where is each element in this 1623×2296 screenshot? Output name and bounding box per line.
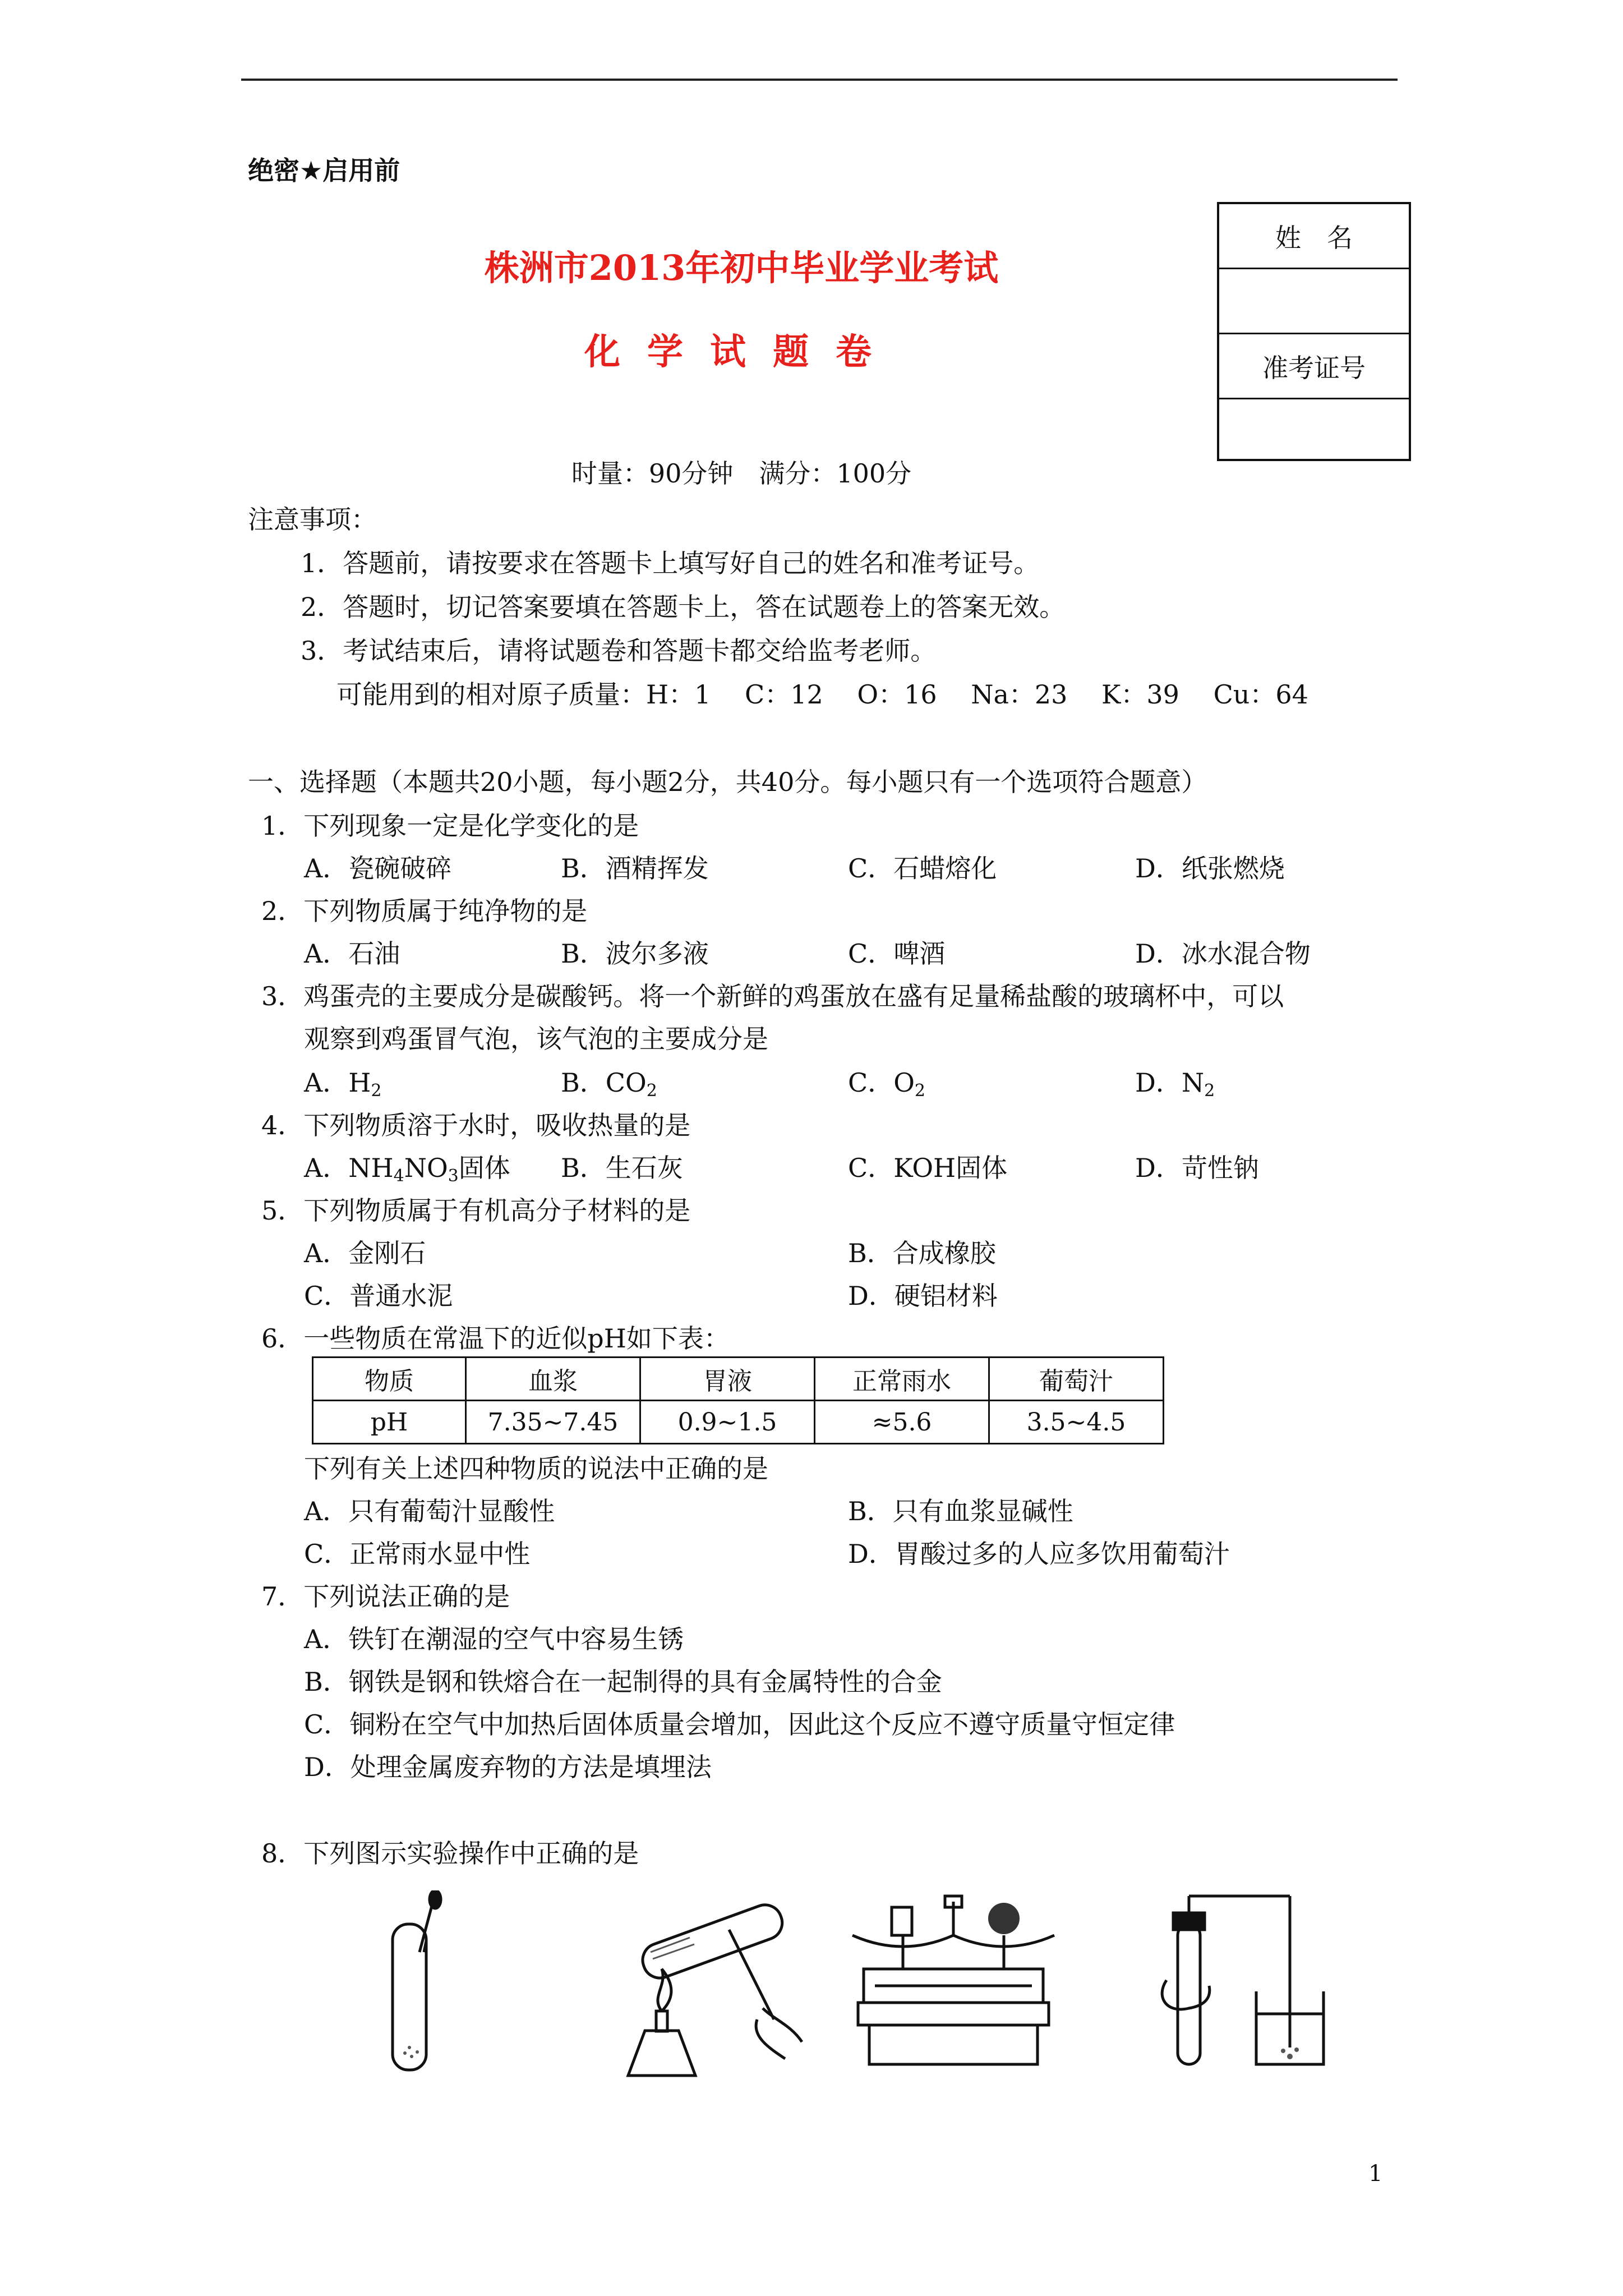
top-rule: [241, 79, 1398, 81]
secret-mark: 绝密★启用前: [248, 155, 400, 186]
question-1-stem: 1．下列现象一定是化学变化的是: [261, 811, 639, 841]
ph-table-cell: 葡萄汁: [989, 1358, 1164, 1401]
ph-table-cell: 正常雨水: [815, 1358, 989, 1401]
question-2-stem: 2．下列物质属于纯净物的是: [261, 896, 588, 926]
question-1-option-a: A．瓷碗破碎: [304, 853, 452, 884]
candidate-id-box: [1217, 202, 1411, 461]
question-2-option-a: A．石油: [304, 938, 400, 969]
atomic-mass-line: 可能用到的相对原子质量：H：1 C：12 O：16 Na：23 K：39 Cu：64: [336, 679, 1308, 710]
question-7-option-c: C．铜粉在空气中加热后固体质量会增加，因此这个反应不遵守质量守恒定律: [304, 1709, 1175, 1740]
ph-table-header-row: [313, 1358, 1164, 1401]
ph-table-cell: 3.5~4.5: [989, 1401, 1164, 1444]
figure-balance-weighing: [841, 1890, 1066, 2070]
ph-table-cell: 胃液: [640, 1358, 815, 1401]
question-1-option-b: B．酒精挥发: [561, 853, 709, 884]
question-3-option-b: B．$CO_2$: [561, 1068, 657, 1101]
figure-airtightness-check: [1155, 1890, 1335, 2076]
question-7-stem: 7．下列说法正确的是: [261, 1581, 510, 1612]
section-heading: 一、选择题（本题共20小题，每小题2分，共40分。每小题只有一个选项符合题意）: [248, 767, 1207, 797]
question-4-option-c: C．KOH固体: [848, 1153, 1008, 1183]
question-5-option-c: C．普通水泥: [304, 1281, 453, 1311]
ph-table-cell: 0.9~1.5: [640, 1401, 815, 1444]
ph-table-cell: ≈5.6: [815, 1401, 989, 1444]
question-5-option-d: D．硬铝材料: [848, 1281, 998, 1311]
question-6-option-d: D．胃酸过多的人应多饮用葡萄汁: [848, 1539, 1230, 1569]
ph-table-value-row: [313, 1401, 1164, 1444]
page-number: 1: [1368, 2161, 1383, 2187]
ph-table-cell: 物质: [313, 1358, 466, 1401]
figure-dropper-in-test-tube: [370, 1890, 460, 2076]
question-5-stem: 5．下列物质属于有机高分子材料的是: [261, 1195, 691, 1226]
name-label: 姓 名: [1219, 204, 1409, 269]
question-8-stem: 8．下列图示实验操作中正确的是: [261, 1838, 639, 1869]
question-3-stem-line-2: 观察到鸡蛋冒气泡，该气泡的主要成分是: [304, 1024, 768, 1054]
question-3-option-a: A．$H_2$: [304, 1068, 382, 1101]
note-item-2: 2．答题时，切记答案要填在答题卡上，答在试题卷上的答案无效。: [301, 592, 1066, 622]
name-field[interactable]: [1219, 269, 1409, 334]
question-4-stem: 4．下列物质溶于水时，吸收热量的是: [261, 1110, 691, 1140]
question-2-option-c: C．啤酒: [848, 938, 946, 969]
question-6-option-c: C．正常雨水显中性: [304, 1539, 531, 1569]
question-6-option-b: B．只有血浆显碱性: [848, 1496, 1073, 1526]
question-4-option-a: A．$NH_4NO_3$固体: [304, 1153, 510, 1186]
question-7-option-b: B．钢铁是钢和铁熔合在一起制得的具有金属特性的合金: [304, 1667, 942, 1697]
question-1-option-c: C．石蜡熔化: [848, 853, 997, 884]
figure-heating-test-tube: [606, 1890, 808, 2081]
question-3-option-d: D．$N_2$: [1135, 1068, 1215, 1101]
question-5-option-b: B．合成橡胶: [848, 1238, 996, 1268]
question-7-option-d: D．处理金属废弃物的方法是填埋法: [304, 1752, 712, 1782]
time-info: 时量：90分钟 满分：100分: [571, 458, 912, 489]
question-4-option-d: D．苛性钠: [1135, 1153, 1259, 1183]
exam-number-label: 准考证号: [1219, 334, 1409, 399]
note-item-3: 3．考试结束后，请将试题卷和答题卡都交给监考老师。: [301, 636, 937, 666]
question-5-option-a: A．金刚石: [304, 1238, 426, 1268]
question-7-option-a: A．铁钉在潮湿的空气中容易生锈: [304, 1624, 684, 1654]
question-3-stem-line-1: 3．鸡蛋壳的主要成分是碳酸钙。将一个新鲜的鸡蛋放在盛有足量稀盐酸的玻璃杯中，可以: [261, 981, 1284, 1011]
question-1-option-d: D．纸张燃烧: [1135, 853, 1285, 884]
exam-subtitle: 化学试题卷: [584, 331, 898, 373]
ph-table-cell: pH: [313, 1401, 466, 1444]
question-2-option-b: B．波尔多液: [561, 938, 709, 969]
question-2-option-d: D．冰水混合物: [1135, 938, 1311, 969]
notes-heading: 注意事项：: [248, 504, 377, 535]
ph-table-cell: 血浆: [466, 1358, 640, 1401]
ph-table-cell: 7.35~7.45: [466, 1401, 640, 1444]
question-6-stem-2: 下列有关上述四种物质的说法中正确的是: [304, 1453, 768, 1484]
exam-title: 株洲市2013年初中毕业学业考试: [484, 247, 999, 288]
question-6-stem: 6．一些物质在常温下的近似pH如下表：: [261, 1323, 730, 1354]
question-3-option-c: C．$O_2$: [848, 1068, 926, 1101]
ph-table: [312, 1356, 1164, 1444]
question-4-option-b: B．生石灰: [561, 1153, 683, 1183]
question-6-option-a: A．只有葡萄汁显酸性: [304, 1496, 555, 1526]
note-item-1: 1．答题前，请按要求在答题卡上填写好自己的姓名和准考证号。: [301, 548, 1040, 578]
